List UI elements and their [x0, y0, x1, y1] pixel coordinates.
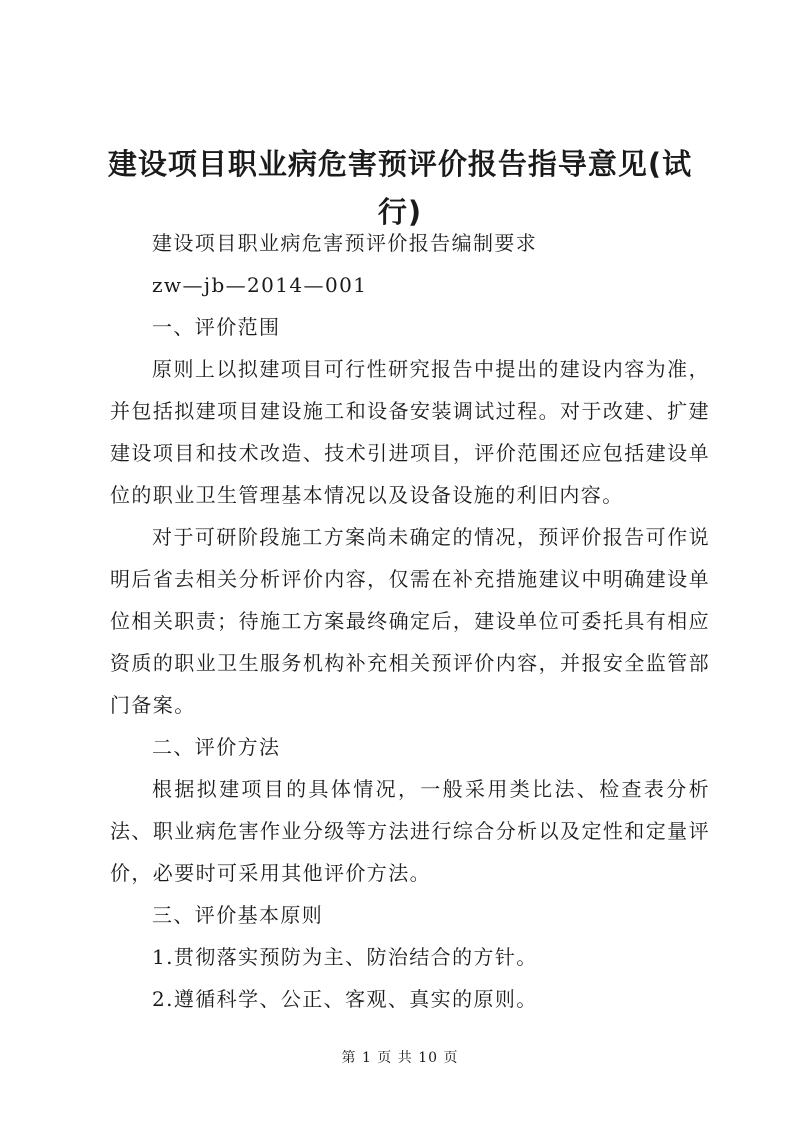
document-number: zw—jb—2014—001	[152, 273, 368, 297]
section-paragraph: 原则上以拟建项目可行性研究报告中提出的建设内容为准，并包括拟建项目建设施工和设备安装调试过程。对于改建、扩建建设项目和技术改造、技术引进项目，评价范围还应包括建设单位的职业卫生管理基本情况以及设备设施的利旧内容。	[110, 357, 710, 507]
page-number-footer: 第 1 页 共 10 页	[341, 1050, 459, 1066]
section-paragraph: 2.遵循科学、公正、客观、真实的原则。	[152, 987, 538, 1011]
document-title: 建设项目职业病危害预评价报告指导意见(试行)	[107, 147, 693, 229]
section-heading: 三、评价基本原则	[152, 903, 324, 927]
document-subtitle: 建设项目职业病危害预评价报告编制要求	[152, 231, 538, 255]
section-paragraph: 1.贯彻落实预防为主、防治结合的方针。	[152, 945, 538, 969]
section-heading: 一、评价范围	[152, 315, 281, 339]
document-body	[110, 222, 710, 1020]
section-heading: 二、评价方法	[152, 735, 281, 759]
section-paragraph: 根据拟建项目的具体情况，一般采用类比法、检查表分析法、职业病危害作业分级等方法进行综合分析以及定性和定量评价，必要时可采用其他评价方法。	[110, 777, 710, 885]
section-paragraph: 对于可研阶段施工方案尚未确定的情况，预评价报告可作说明后省去相关分析评价内容，仅需在补充措施建议中明确建设单位相关职责；待施工方案最终确定后，建设单位可委托具有相应资质的职业卫生服务机构补充相关预评价内容，并报安全监管部门备案。	[110, 525, 710, 717]
